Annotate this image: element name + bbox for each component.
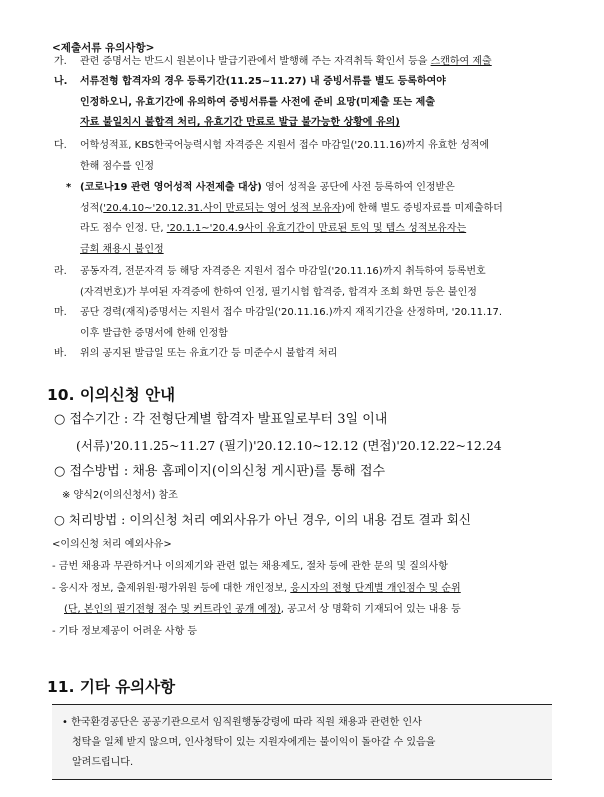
exception-item: - 기타 정보제공이 어려운 사항 등 (52, 626, 198, 637)
note-line: 한해 점수를 인정 (80, 160, 154, 172)
note-text-underlined: '20.1.1~'20.4.9사이 유효기간이 만료된 토익 및 텝스 성적보유자는 (166, 223, 467, 234)
section-10-title: 10. 이의신청 안내 (47, 386, 176, 404)
note-line: 위의 공지된 발급일 또는 유효기간 등 미준수시 불합격 처리 (80, 348, 338, 359)
note-line: 이후 발급한 증명서에 한해 인정함 (80, 327, 228, 339)
note-line: 인정하오니, 유효기간에 유의하여 증빙서류를 사전에 준비 요망(미제출 또는 제출 (80, 96, 436, 108)
note-mark: 가. (54, 56, 67, 67)
exception-underlined: 응시자의 전형 단계별 개인점수 및 순위 (290, 583, 461, 594)
note-item-ga (54, 52, 562, 73)
note-text-underlined: '20.4.10~'20.12.31.사이 만료되는 영어 성적 보유자 (103, 202, 342, 214)
note-mark: 나. (54, 76, 68, 87)
note-text: 영어 성적을 공단에 사전 등록하여 인정받은 (261, 182, 455, 193)
note-line: 자료 불일치시 불합격 처리, 유효기간 만료로 발급 불가능한 상황에 유의) (80, 117, 400, 128)
notice-line: 청탁을 일체 받지 않으며, 인사청탁이 있는 지원자에게는 불이익이 돌아갈 수 있음을 (72, 737, 436, 748)
notice-line: 알려드립니다. (72, 757, 134, 768)
method-line: ○ 접수방법 : 채용 홈페이지(이의신청 게시판)를 통해 접수 (54, 464, 386, 479)
note-mark: 바. (54, 348, 67, 359)
note-line: (자격번호)가 부여된 자격증에 한하여 인정, 필기시험 합격증, 합격자 조회 화면 등은 불인정 (80, 286, 477, 298)
note-text: 관련 증명서는 반드시 원본이나 발급기관에서 발행해 주는 자격취득 확인서 등을 (80, 56, 431, 67)
notes-heading: <제출서류 유의사항> (52, 42, 155, 54)
exception-item: - 금번 채용과 무관하거나 이의제기와 관련 없는 채용제도, 절차 등에 관한 문의 및 질의사항 (52, 561, 448, 572)
note-line: 서류전형 합격자의 경우 등록기간(11.25~11.27) 내 증빙서류를 별도 등록하여야 (80, 76, 446, 87)
exception-item-cont: (단, 본인의 필기전형 점수 및 커트라인 공개 예정), 공고서 상 명확히 기재되어 있는 내용 등 (64, 604, 461, 615)
note-item-ba (54, 344, 562, 365)
exception-item: - 응시자 정보, 출제위원·평가위원 등에 대한 개인정보, 응시자의 전형 단계별 개인점수 및 순위 (52, 583, 461, 594)
note-mark: 마. (54, 307, 67, 318)
process-line: ○ 처리방법 : 이의신청 처리 예외사유가 아닌 경우, 이의 내용 검토 결과 회신 (54, 512, 471, 527)
note-line: 공동자격, 전문자격 등 해당 자격증은 지원서 접수 마감일('20.11.16)까지 취득하여 등록번호 (80, 266, 486, 277)
note-item-ma (54, 303, 562, 344)
notice-line: • 한국환경공단은 공공기관으로서 임직원행동강령에 따라 직원 채용과 관련한 인사 (62, 717, 422, 728)
note-line: 금회 채용시 불인정 (80, 243, 164, 255)
note-mark: * (66, 182, 72, 193)
exception-underlined: (단, 본인의 필기전형 점수 및 커트라인 공개 예정) (64, 604, 281, 615)
note-item-da (54, 136, 562, 177)
note-line: 어학성적표, KBS한국어능력시험 자격증은 지원서 접수 마감일('20.11.16)까지 유효한 성적에 (80, 140, 490, 151)
covid-title: (코로나19 관련 영어성적 사전제출 대상) (80, 182, 262, 193)
notice-box (52, 704, 552, 780)
note-mark: 라. (54, 266, 67, 277)
note-text-underlined: 스캔하여 제출 (430, 56, 492, 67)
note-item-na (54, 72, 562, 134)
period-label: ○ 접수기간 : 각 전형단계별 합격자 발표일로부터 3일 이내 (54, 412, 388, 427)
note-item-covid (54, 178, 562, 260)
note-text: )에 한해 별도 증빙자료를 미제출하더 (341, 202, 503, 214)
exceptions-heading: <이의신청 처리 예외사유> (52, 539, 172, 550)
form-note: ※ 양식2(이의신청서) 참조 (62, 490, 178, 501)
note-text: 성적( (80, 202, 104, 214)
note-line: 공단 경력(재직)증명서는 지원서 접수 마감일('20.11.16.)까지 재직기간을 산정하며, '20.11.17. (80, 307, 503, 318)
section-11-title: 11. 기타 유의사항 (47, 678, 176, 696)
period-detail: (서류)'20.11.25~11.27 (필기)'20.12.10~12.12 (면접)'20.12.22~12.24 (76, 438, 502, 453)
note-text: 라도 점수 인정. 단, (80, 223, 167, 234)
note-mark: 다. (54, 140, 67, 151)
note-item-ra (54, 262, 562, 303)
